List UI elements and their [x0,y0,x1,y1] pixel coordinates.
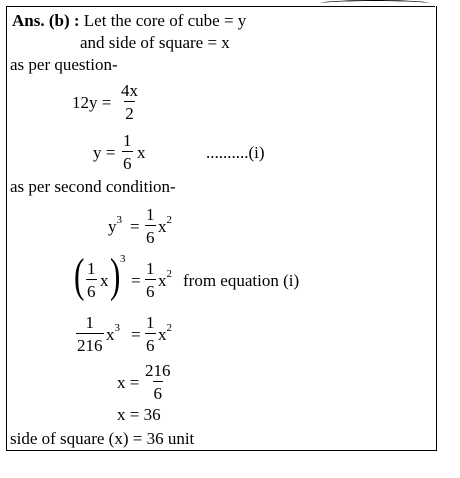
eq2-rhs: x [137,143,146,162]
eq1-den: 2 [124,101,135,122]
eq5-lden: 216 [76,333,104,354]
eq5-lnum: 1 [85,313,94,332]
eq3-num: 1 [146,205,155,224]
eq5-rhs [158,322,172,344]
eq2-fraction [122,132,133,172]
conclusion: side of square (x) = 36 unit [10,429,195,448]
eq4-note: from equation (i) [183,271,300,290]
answer-line-2: and side of square = x [80,33,230,52]
eq5-rx: x [158,325,167,344]
eq4-den: 6 [145,279,156,300]
eq5-x: x [106,325,115,344]
eq4-close-paren: ) [110,249,121,302]
eq2-num: 1 [123,131,132,150]
eq2-ref: ..........(i) [206,143,265,162]
eq4-num: 1 [146,259,155,278]
eq2-lhs: y = [93,143,116,162]
eq3-x-exp: 2 [166,214,172,227]
eq5-num: 1 [146,313,155,332]
eq6-fraction [144,362,172,402]
eq6-num: 216 [145,361,171,380]
eq3-y-exp: 3 [116,214,122,227]
eq4-x: x [158,271,167,290]
eq6-den: 6 [153,381,164,402]
eq1-num: 4x [121,81,138,100]
eq5-rx-exp: 2 [166,322,172,335]
eq5-lx [106,322,120,344]
eq3-fraction [145,206,156,246]
eq4-inner-x: x [100,271,109,290]
eq6-lhs: x = [117,373,140,392]
eq4-equals: = [131,271,141,290]
eq4-inner-fraction [86,260,97,300]
as-per-question: as per question- [10,55,118,74]
answer-label: Ans. (b) : [12,11,80,30]
eq3-den: 6 [145,225,156,246]
answer-line-1 [12,12,246,29]
eq4-x-exp: 2 [166,268,172,281]
eq4-inner-num: 1 [87,259,96,278]
answer-text-1: Let the core of cube = y [83,11,247,30]
second-condition: as per second condition- [10,177,176,196]
eq5-x-exp: 3 [114,322,120,335]
eq4-fraction [145,260,156,300]
eq4-rhs [158,268,172,290]
eq1-lhs: 12y = [72,93,112,112]
eq2-den: 6 [122,151,133,172]
eq3-rhs [158,214,172,236]
eq7: x = 36 [117,405,161,424]
eq1-fraction [120,82,139,122]
eq3-lhs [108,214,122,236]
eq4-inner-den: 6 [86,279,97,300]
eq5-right-fraction [145,314,156,354]
eq4-outer-exp: 3 [120,253,126,265]
eq3-y: y [108,217,117,236]
eq3-x: x [158,217,167,236]
eq5-left-fraction [76,314,104,354]
eq3-equals: = [130,217,140,236]
eq5-equals: = [131,325,141,344]
eq5-den: 6 [145,333,156,354]
eq4-open-paren: ( [74,249,85,302]
